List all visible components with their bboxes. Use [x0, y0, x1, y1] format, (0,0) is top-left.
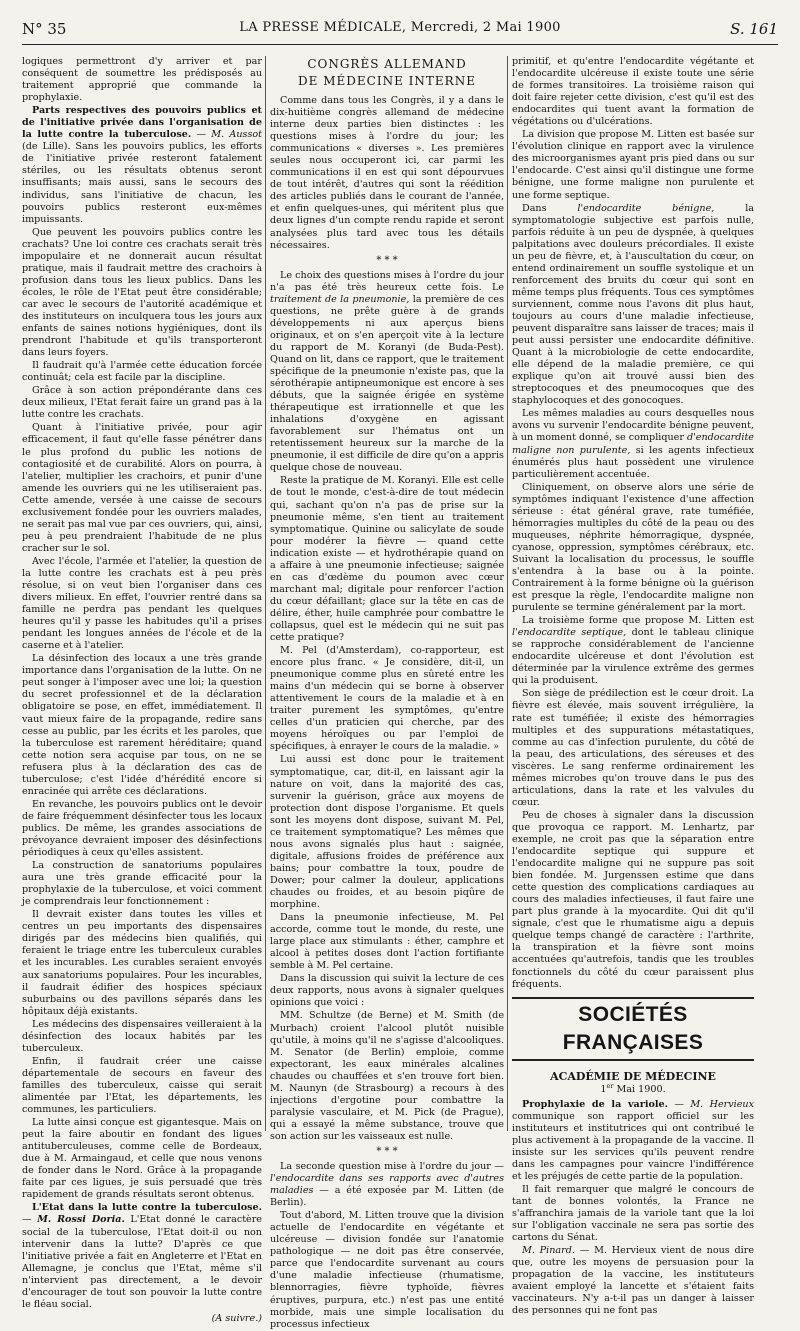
paragraph-text: Les mêmes maladies au cours desquelles nous avons vu survenir l'endocardite bénigne peuvent, à un moment donné, se compliquer [512, 408, 754, 444]
paragraph: Dans la discussion qui suivit la lecture de ces deux rapports, nous avons à signaler quelques opinions que voici : [270, 973, 504, 1009]
paragraph-text: L'Etat donné le caractère social de la tuberculose, l'Etat doit-il ou non intervenir dans la lutte? D'après ce que l'initiative privée a fait en Angleterre et l'Etat en Allemagne, je conclus que l'Etat, même s'il n'intervient pas directement, a le devoir d'encourager de tout son pouvoir la lutte contre le fléau social. [22, 1214, 262, 1310]
paragraph [512, 408, 754, 480]
paragraph: logiques permettront d'y arriver et par conséquent de soumettre les prédisposés au traitement approprié que commande la prophylaxie. [22, 56, 262, 104]
paragraph: Cliniquement, on observe alors une série de symptômes indiquant l'existence d'une affection sérieuse : état général grave, rate tuméfiée, hémorragies multiples du côté de la peau ou des muqueuses, néphrite hémorragique, dyspnée, cyanose, oppression, symptômes cérébraux, etc. Suivant la localisation du processus, le souffle s'entendra à la base ou à la pointe. Contrairement à la forme bénigne où la guérison est presque la règle, l'endocardite maligne non purulente se termine généralement par la mort. [512, 481, 754, 614]
date-suffix: er [606, 1081, 614, 1090]
paragraph: Peu de choses à signaler dans la discussion que provoqua ce rapport. M. Lenhartz, par exemple, ne croit pas que la séparation entre l'endocardite septique qui suppure et l'endocardite maligne qui ne suppure pas soit bien fondée. M. Jurgenssen estime que dans cette question des complications cardiaques au cours des maladies infectieuses, il faut faire une part plus grande à la myocardite. Qui dit qu'il signale, c'est que le rhumatisme aigu a depuis quelque temps changé de caractère : l'arthrite, la transpiration et la fièvre sont moins accentuées qu'autrefois, tandis que les troubles fonctionnels du côté du cœur paraissent plus fréquents. [512, 809, 754, 990]
session-date [512, 1081, 754, 1096]
paragraph-text: communique son rapport officiel sur les instituteurs et institutrices qui ont contribué le plus activement à la propagande de la vaccine. Il insiste sur les services qu'ils peuvent rendre dans les campagnes pour vaincre l'indifférence et les préjugés de cette partie de la population. [512, 1110, 754, 1182]
paragraph: Reste la pratique de M. Koranyi. Elle est celle de tout le monde, c'est-à-dire de tout médecin qui, sachant qu'on n'a pas de prise sur la pneumonie même, s'en tient au traitement symptomatique. Quinine ou salicylate de soude pour modérer la fièvre — quand cette indication existe — et hydrothérapie quand on a affaire à une pneumonie infectieuse; saignée en cas d'œdème du poumon avec cœur marchant mal; digitale pour renforcer l'action du cœur défaillant; glace sur la tête en cas de délire, éther, huile camphrée pour combattre le collapsus, quel est le médecin qui ne suit pas cette pratique? [270, 475, 504, 644]
paragraph: Il devrait exister dans toutes les villes et centres un peu importants des dispensaires dirigés par des médecins bien qualifiés, qui feraient le triage entre les tuberculeux curables et les incurables. Les curables seraient envoyés aux sanatoriums populaires. Pour les incurables, il faudrait édifier des hospices spéciaux suburbains ou des pavillons séparés dans les hôpitaux déjà existants. [22, 909, 262, 1017]
paragraph-text: (de Lille). Sans les pouvoirs publics, les efforts de l'initiative privée resteront fatalement stériles, ou les résultats obtenus seront insuffisants; mais aussi, sans le secours des individus, sans l'initiative de chacun, les pouvoirs publics resteront eux-mêmes impuissants. [22, 141, 262, 225]
paragraph: La construction de sanatoriums populaires aura une très grande efficacité pour la prophylaxie de la tuberculose, et voici comment je comprendrais leur fonctionnement : [22, 860, 262, 908]
author: M. Pinard. [522, 1245, 575, 1257]
column-3 [512, 56, 754, 1317]
paragraph: Lui aussi est donc pour le traitement symptomatique, car, dit-il, en laissant agir la nature on voit, dans la majorité des cas, survenir la guérison, grâce aux moyens de protection dont dispose l'organisme. Et quels sont les moyens dont dispose, suivant M. Pel, ce traitement symptomatique? Les mêmes que nous avons signalés plus haut : saignée, digitale, affusions froides de préférence aux bains; pour combattre la toux, poudre de Dower; pour calmer la douleur, applications chaudes ou froides, et au besoin piqûre de morphine. [270, 754, 504, 911]
section-heading: L'Etat dans la lutte contre la tuberculose. [32, 1202, 262, 1214]
paragraph: Quant à l'initiative privée, pour agir efficacement, il faut qu'elle fasse pénétrer dans le plus profond du public les notions de contagiosité et de curabilité. Alors on pourra, à l'atelier, multiplier les crachoirs, et punir d'une amende les ouvriers qui ne les utiliseraient pas. Cette amende, versée à une caisse de secours exclusivement fondée pour les ouvriers malades, ne serait pas mal vue par ces ouvriers, qui, ainsi, peu à peu prendraient l'habitude de ne plus cracher sur le sol. [22, 422, 262, 554]
section-separator: * * * [376, 1145, 398, 1157]
article-title-line-1: CONGRÈS ALLEMAND [307, 57, 467, 71]
page-header [22, 18, 778, 45]
paragraph: En revanche, les pouvoirs publics ont le devoir de faire fréquemment désinfecter tous les locaux publics. De même, les grandes associations de prévoyance devraient imposer des désinfections périodiques à ceux qu'elles assistent. [22, 798, 262, 859]
column-2 [270, 56, 504, 1330]
paragraph: Comme dans tous les Congrès, il y a dans le dix-huitième congrès allemand de médecine interne deux parties bien distinctes : les questions mises à l'ordre du jour; les communications « diverses ». Les premières seules nous occuperont ici, car parmi les communications il en est qui sont dépourvues de tout intérêt, d'autres qui sont la réédition des articles publiés dans le courant de l'année, et enfin quelques-unes, qui méritent plus que deux lignes d'un compte rendu rapide et seront analysées plus tard avec tous les détails nécessaires. [270, 95, 504, 251]
paragraph-text: dont le tableau clinique se rapproche considérablement de l'ancienne endocardite ulcéreuse et dont l'évolution est déterminée par la virulence extrême des germes qui la produisent. [512, 627, 754, 687]
date-rest: Mai 1900. [616, 1083, 666, 1095]
paragraph [512, 615, 754, 687]
emphasis: l'endocardite dans ses rapports avec d'autres maladies [270, 1173, 504, 1197]
emphasis: l'endocardite bénigne, [577, 202, 715, 214]
paragraph: primitif, et qu'entre l'endocardite végétante et l'endocardite ulcéreuse il existe toute une série de formes transitoires. La troisième raison qui doit faire rejeter cette division, c'est qu'il est des endocardites qui tuent avant la formation de végétations ou d'ulcérations. [512, 56, 754, 128]
paragraph: Que peuvent les pouvoirs publics contre les crachats? Une loi contre ces crachats serait très impopulaire et ne donnerait aucun résultat pratique, mais il faudrait mettre des crachoirs à profusion dans tous les lieux publics. Dans les écoles, le rôle de l'Etat peut être considérable; car avec le secours de l'autorité académique et des instituteurs on inculquera tous les jours aux enfants de saines notions hygiéniques, dont ils prendront l'habitude et qu'ils transporteront dans leurs foyers. [22, 226, 262, 359]
paragraph [270, 1161, 504, 1209]
date-day: 1 [600, 1083, 607, 1095]
paragraph: La division que propose M. Litten est basée sur l'évolution clinique en rapport avec la virulence des microorganismes ayant pris pied dans ou sur l'endocarde. C'est ainsi qu'il distingue une forme bénigne, une forme maligne non purulente et une forme septique. [512, 129, 754, 201]
emphasis: d'endocardite maligne non purulente, [512, 432, 754, 456]
journal-title: LA PRESSE MÉDICALE, Mercredi, 2 Mai 1900 [239, 20, 561, 35]
paragraph-text: M. Hervieux vient de nous dire que, outre les moyens de persuasion pour la propagation de la vaccine, les instituteurs avaient employé la lancette et s'étaient faits vaccinateurs. N'y a-t-il pas un danger à laisser des personnes qui ne font pas [512, 1245, 754, 1317]
article-title-line-2: DE MÉDECINE INTERNE [298, 74, 476, 88]
paragraph-text: la première de ces questions, ne prête guère à de grands développements ni aux aperçus biens originaux, et on s'en aperçoit vite à la lecture du rapport de M. Koranyi (de Buda-Pest). Quand on lit, dans ce rapport, que le traitement spécifique de la pneumonie n'existe pas, que la sérothérapie antipneumonique est encore à ses débuts, que la saignée érigée en système thérapeutique est irrationnelle et que les inhalations d'oxygène en agissant favorablement sur l'hématus ont un retentissement heureux sur la marche de la pneumonie, il est difficile de dire qu'on a appris quelque chose de nouveau. [270, 293, 504, 474]
paragraph: Il fait remarquer que malgré le concours de tant de bonnes volontés, la France ne s'affranchira jamais de la variole tant que la loi sur l'obligation vaccinale ne sera pas sortie des cartons du Sénat. [512, 1183, 754, 1244]
issue-number: N° 35 [22, 20, 67, 38]
section-heading: Parts respectives des pouvoirs publics et de l'initiative privée dans l'organisation de la lutte contre la tuberculose. [22, 105, 262, 141]
paragraph: Tout d'abord, M. Litten trouve que la division actuelle de l'endocardite en végétante et ulcéreuse — division fondée sur l'anatomie pathologique — ne doit pas être conservée, parce que l'endocardite survenant au cours d'une maladie infectieuse (rhumatisme, blennorragies, fièvre typhoïde, fièvres éruptives, purpura, etc.) n'est pas une entité morbide, mais une simple localisation du processus infectieux [270, 1210, 504, 1330]
paragraph-text: si les agents infectieux énumérés plus haut possèdent une virulence particulièrement accentuée. [512, 444, 754, 480]
paragraph-text: La seconde question mise à l'ordre du jour — [280, 1160, 504, 1172]
author: M. Aussot [211, 129, 262, 141]
paragraph: Parts respectives des pouvoirs publics et de l'initiative privée dans l'organisation de la lutte contre la tuberculose. — M. Aussot (de Lille). Sans les pouvoirs publics, les efforts de l'initiative privée resteront fatalement stériles, ou les résultats obtenus seront insuffisants; mais aussi, sans le secours des individus, sans l'initiative de chacun, les pouvoirs publics resteront eux-mêmes impuissants. [22, 105, 262, 225]
column-rule [265, 56, 266, 1131]
emphasis: l'endocardite septique, [512, 627, 627, 639]
paragraph-text: — a été exposée par M. Litten (de Berlin). [270, 1185, 504, 1209]
paragraph: Les médecins des dispensaires veilleraient à la désinfection des locaux habités par les tuberculeux. [22, 1018, 262, 1054]
paragraph: L'Etat dans la lutte contre la tuberculose. — M. Rossi Doria. L'Etat donné le caractère social de la tuberculose, l'Etat doit-il ou non intervenir dans la lutte? D'après ce que l'initiative privée a fait en Angleterre et l'Etat en Allemagne, je conclus que l'Etat, même s'il n'intervient pas directement, a le devoir d'encourager de tout son pouvoir la lutte contre le fléau social. [22, 1202, 262, 1310]
paragraph-text: Dans [522, 202, 547, 214]
section-separator: * * * [376, 254, 398, 266]
paragraph: M. Pinard. — M. Hervieux vient de nous dire que, outre les moyens de persuasion pour la propagation de la vaccine, les instituteurs avaient employé la lancette et s'étaient faits vaccinateurs. N'y a-t-il pas un danger à laisser des personnes qui ne font pas [512, 1245, 754, 1317]
section-heading: Prophylaxie de la variole. [522, 1098, 668, 1110]
page-number: S. 161 [730, 20, 778, 38]
societes-francaises-heading: SOCIÉTÉS FRANÇAISES [512, 997, 754, 1061]
paragraph [512, 203, 754, 408]
column-1 [22, 56, 262, 1324]
paragraph-text: La troisième forme que propose M. Litten est [522, 615, 754, 627]
academie-heading: ACADÉMIE DE MÉDECINE [550, 1069, 716, 1083]
paragraph: MM. Schultze (de Berne) et M. Smith (de Murbach) croient l'alcool plutôt nuisible qu'utile, à moins qu'il ne s'agisse d'alcooliques. M. Senator (de Berlin) emploie, comme expectorant, les eaux minérales alcalines chaudes ou chauffées et s'en trouve fort bien. M. Naunyn (de Strasbourg) a recours à des injections d'ergotine pour combattre la paralysie vasculaire, et M. Pick (de Prague), qui a essayé la même substance, trouve que son action sur les vaisseaux est nulle. [270, 1010, 504, 1142]
paragraph: Dans la pneumonie infectieuse, M. Pel accorde, comme tout le monde, du reste, une large place aux stimulants : éther, camphre et alcool à petites doses dont l'action fortifiante semble à M. Pel certaine. [270, 912, 504, 972]
paragraph-text: la symptomatologie subjective est parfois nulle, parfois réduite à un peu de dyspnée, à quelques palpitations avec douleurs précordiales. Il existe un peu de fièvre, et, à l'auscultation du cœur, on entend ordinairement un souffle systolique et un renforcement des bruits du cœur qui sont en même temps plus fréquents. Tous ces symptômes surviennent, comme nous l'avons dit plus haut, toujours au cours d'une maladie infectieuse, peuvent disparaître sans laisser de traces; mais il peut aussi persister une endocardite définitive. Quant à la microbiologie de cette endocardite, elle dépend de la maladie première, ce qui explique qu'on ait trouvé aussi bien des streptocoques et des pneumocoques que des staphylocoques et des gonocoques. [512, 202, 754, 407]
paragraph: Avec l'école, l'armée et l'atelier, la question de la lutte contre les crachats est à peu près résolue, si on veut bien l'organiser dans ces divers milieux. En effet, l'ouvrier rentré dans sa famille ne perdra pas pendant les quelques heures qu'il y passe les habitudes qu'il a prises pendant les longues années de l'école et de la caserne et à l'atelier. [22, 555, 262, 652]
paragraph: La lutte ainsi conçue est gigantesque. Mais on peut la faire aboutir en fondant des ligues antituberculeuses, comme celle de Bordeaux, due à M. Armaingaud, et celle que nous venons de fonder dans le Nord. Grâce à la propagande faite par ces ligues, je suis persuadé que très rapidement de grands résultats seront obtenus. [22, 1117, 262, 1201]
paragraph: M. Pel (d'Amsterdam), co-rapporteur, est encore plus franc. « Je considère, dit-il, un pneumonique comme plus en sûreté entre les mains d'un médecin qui se borne à observer attentivement le cours de la maladie et à en traiter purement les symptômes, qu'entre celles d'un praticien qui cherche, par des moyens héroïques ou par l'emploi de spécifiques, à enrayer le cours de la maladie. » [270, 645, 504, 753]
paragraph: Enfin, il faudrait créer une caisse départementale de secours en faveur des familles des tuberculeux, caisse qui serait alimentée par l'Etat, les départements, les communes, les particuliers. [22, 1055, 262, 1116]
author: M. Rossi Doria. [37, 1214, 125, 1226]
column-rule [507, 56, 508, 1131]
paragraph: Prophylaxie de la variole. — M. Hervieux communique son rapport officiel sur les instituteurs et institutrices qui ont contribué le plus activement à la propagande de la vaccine. Il insiste sur les services qu'ils peuvent rendre dans les campagnes pour vaincre l'indifférence et les préjugés de cette partie de la population. [512, 1098, 754, 1182]
paragraph [270, 270, 504, 475]
emphasis: traitement de la pneumonie, [270, 293, 410, 305]
paragraph: Grâce à son action prépondérante dans ces deux milieux, l'Etat ferait faire un grand pas à la lutte contre les crachats. [22, 385, 262, 421]
to-be-continued: (A suivre.) [211, 1312, 262, 1324]
paragraph: La désinfection des locaux a une très grande importance dans l'organisation de la lutte. On ne peut songer à l'imposer avec une loi; la question du secret professionnel et de la déclaration obligatoire se pose, en effet, immédiatement. Il vaut mieux faire de la propagande, redire sans cesse au public, par les écrits et les paroles, que la tuberculose est rarement héréditaire; quand cette notion sera acquise par tous, on ne se refusera plus à la déclaration des cas de tuberculose; c'est l'idée d'hérédité encore si enracinée qui arrête ces déclarations. [22, 653, 262, 797]
paragraph-text: Le choix des questions mises à l'ordre du jour n'a pas été très heureux cette fois. Le [270, 269, 504, 293]
author: M. Hervieux [690, 1098, 754, 1110]
paragraph: Il faudrait qu'à l'armée cette éducation forcée continuât; cela est facile par la discipline. [22, 360, 262, 384]
paragraph: Son siège de prédilection est le cœur droit. La fièvre est élevée, mais souvent irrégulière, la rate est tuméfiée; il existe des hémorragies multiples et des suppurations métastatiques, comme au cas d'infection purulente, du côté de la peau, des articulations, des séreuses et des viscères. Le sang renferme ordinairement les mêmes microbes qu'on trouve dans le pus des articulations, dans la rate et les valvules du cœur. [512, 688, 754, 808]
